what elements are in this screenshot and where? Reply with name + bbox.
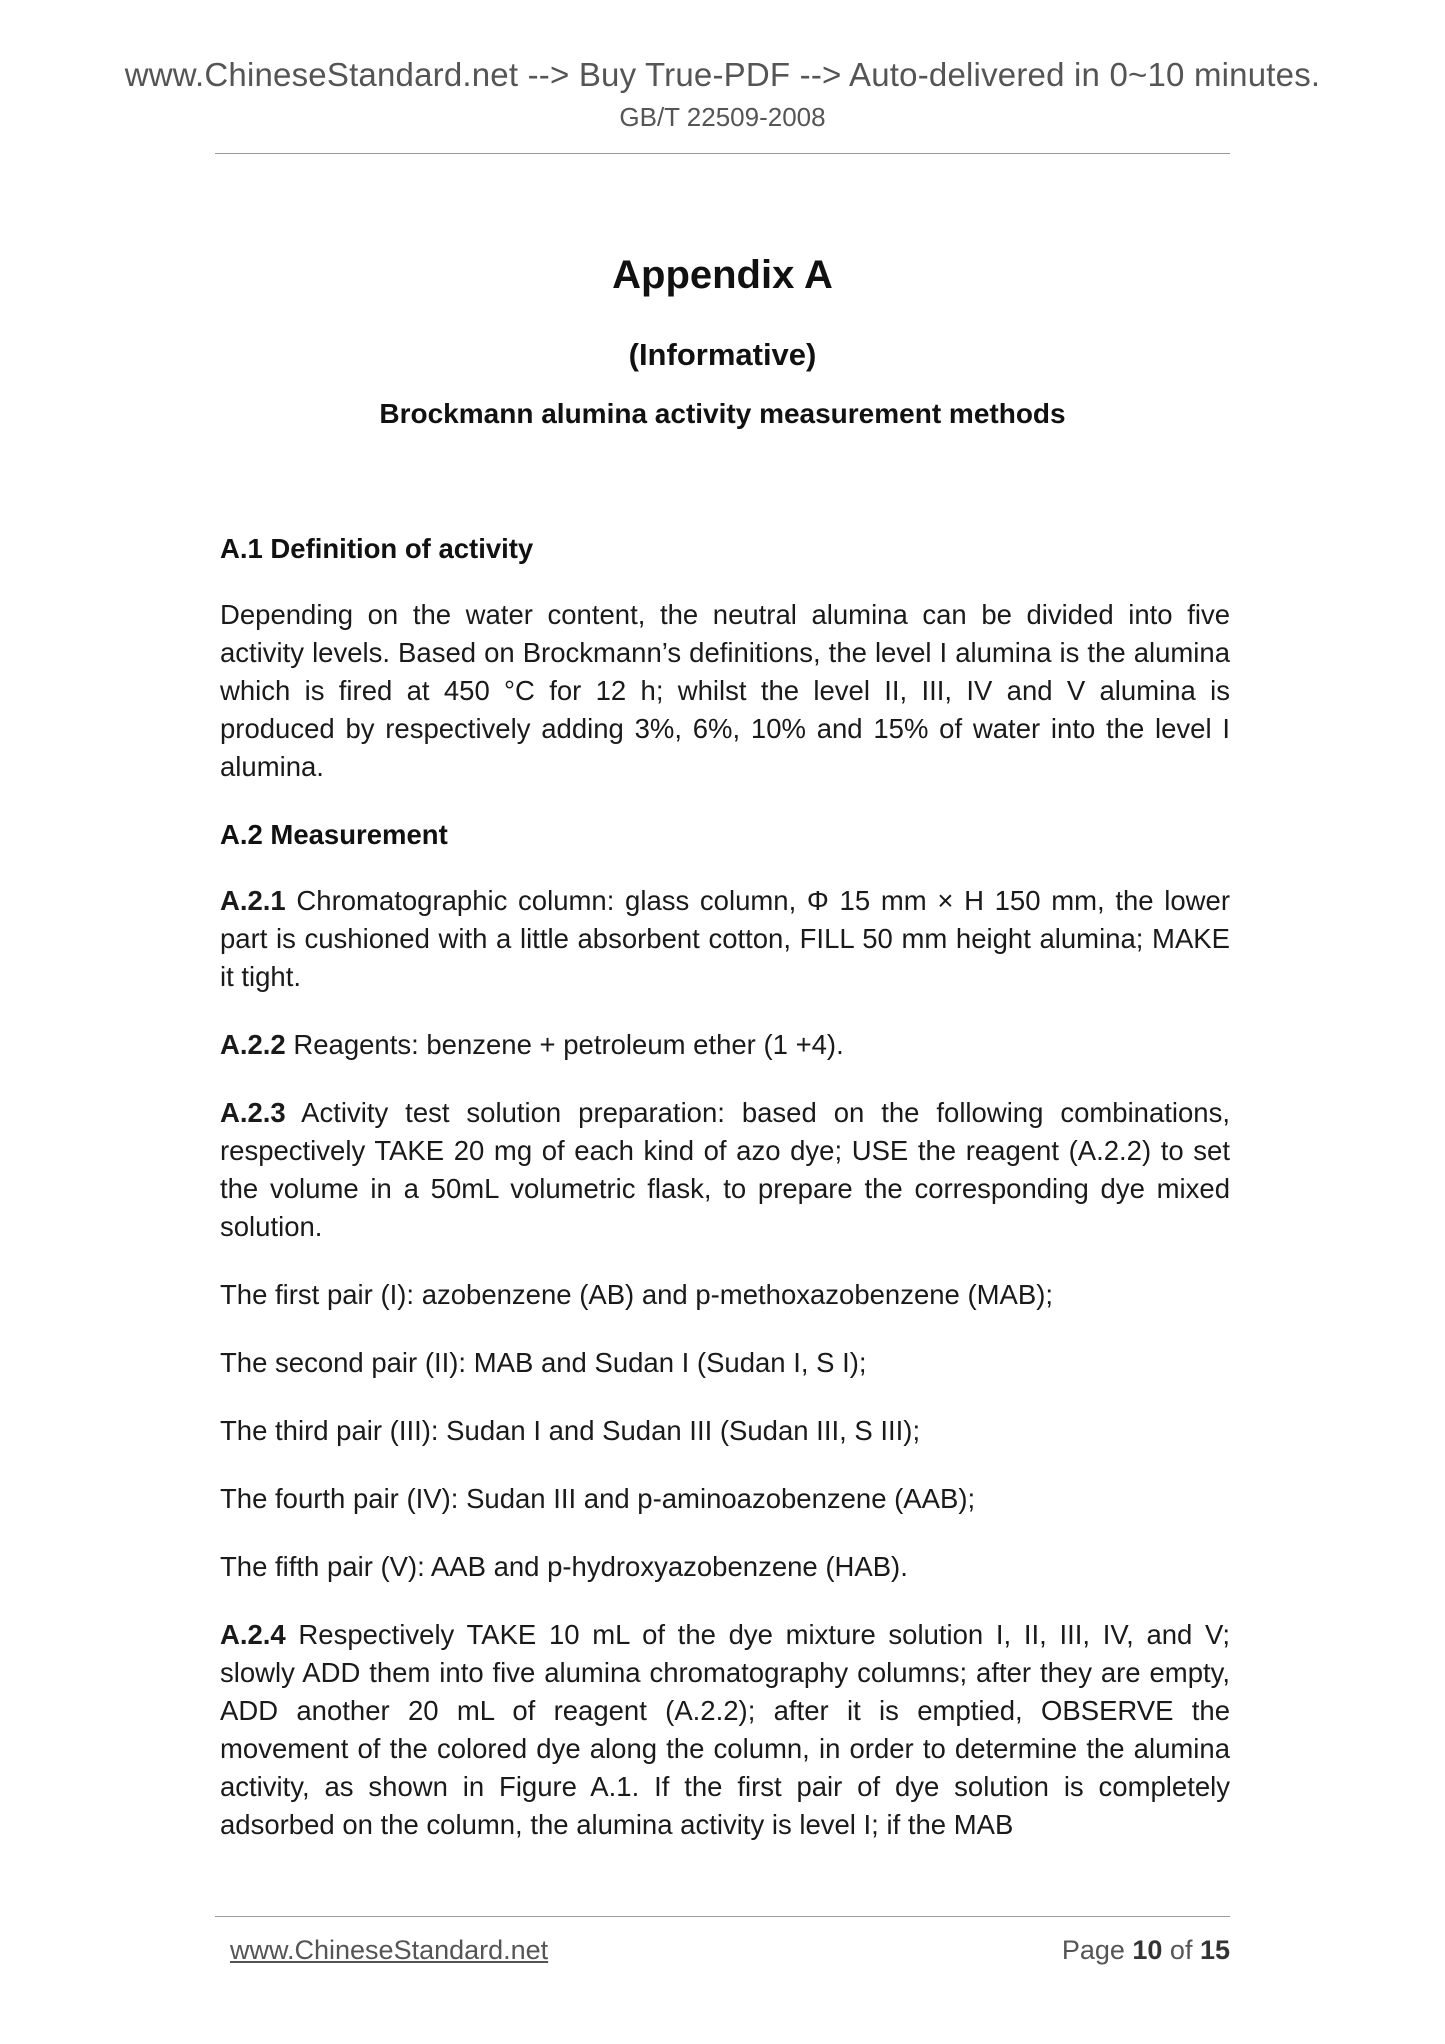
clause-a22 [220, 1026, 1230, 1064]
page-subtitle: (Informative) [628, 337, 817, 372]
top-banner: www.ChineseStandard.net --> Buy True-PDF --> Auto-delivered in 0~10 minutes. [124, 56, 1321, 93]
page-title: Appendix A [612, 253, 833, 297]
page-separator: of [1162, 1935, 1200, 1965]
dye-pair-item: The first pair (I): azobenzene (AB) and p-methoxazobenzene (MAB); [220, 1279, 1054, 1310]
dye-pair-item: The second pair (II): MAB and Sudan I (Sudan I, S I); [220, 1347, 867, 1378]
section-heading-a2: A.2 Measurement [220, 819, 448, 850]
clause-number: A.2.1 [220, 885, 286, 916]
page-prefix: Page [1061, 1935, 1133, 1965]
footer-divider [215, 1916, 1230, 1917]
page-total: 15 [1199, 1935, 1230, 1965]
clause-number: A.2.4 [220, 1619, 286, 1650]
dye-pair-item: The fourth pair (IV): Sudan III and p-aminoazobenzene (AAB); [220, 1483, 976, 1514]
dye-pair-item: The fifth pair (V): AAB and p-hydroxyazobenzene (HAB). [220, 1551, 908, 1582]
footer-site-link[interactable]: www.ChineseStandard.net [230, 1935, 549, 1965]
clause-number: A.2.3 [220, 1097, 286, 1128]
clause-a23 [220, 1094, 1230, 1246]
page-number [1062, 1935, 1230, 1966]
section-a1-paragraph: Depending on the water content, the neutral alumina can be divided into five activity levels. Based on Brockmann’s definitions, the level I alumina is the alumina which is fired at 450 °C for 12 h; whilst the level II, III, IV and V alumina is produced by respectively adding 3%, 6%, 10% and 15% of water into the level I alumina. [220, 599, 1230, 782]
clause-number: A.2.2 [220, 1029, 286, 1060]
dye-pair-item: The third pair (III): Sudan I and Sudan III (Sudan III, S III); [220, 1415, 921, 1446]
appendix-description: Brockmann alumina activity measurement methods [379, 398, 1066, 429]
clause-text: Activity test solution preparation: based on the following combinations, respectively TAKE 20 mg of each kind of azo dye; USE the reagent (A.2.2) to set the volume in a 50mL volumetric flask, to prepare the corresponding dye mixed solution. [220, 1097, 1230, 1242]
header-divider [215, 153, 1230, 154]
document-body [220, 530, 1230, 1874]
clause-text: Reagents: benzene + petroleum ether (1 +4). [285, 1029, 844, 1060]
standard-code: GB/T 22509-2008 [619, 102, 826, 132]
clause-a21 [220, 882, 1230, 996]
clause-text: Chromatographic column: glass column, Φ 15 mm × H 150 mm, the lower part is cushioned with a little absorbent cotton, FILL 50 mm height alumina; MAKE it tight. [220, 885, 1230, 992]
page-current: 10 [1132, 1935, 1163, 1965]
clause-text: Respectively TAKE 10 mL of the dye mixture solution I, II, III, IV, and V; slowly ADD them into five alumina chromatography columns; after they are empty, ADD another 20 mL of reagent (A.2.2); after it is emptied, OBSERVE the movement of the colored dye along the column, in order to determine the alumina activity, as shown in Figure A.1. If the first pair of dye solution is completely adsorbed on the column, the alumina activity is level I; if the MAB [220, 1619, 1230, 1840]
clause-a24 [220, 1616, 1230, 1844]
section-heading-a1: A.1 Definition of activity [220, 533, 534, 564]
